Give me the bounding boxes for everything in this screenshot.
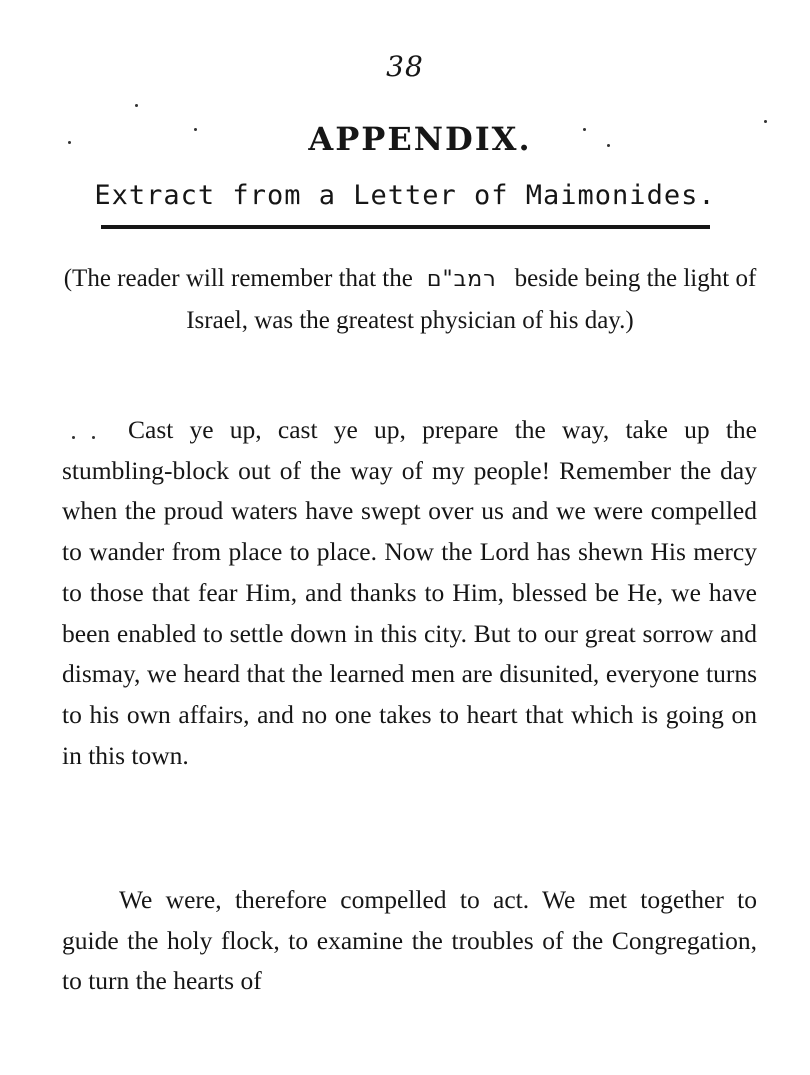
page-number: 38 (386, 50, 424, 83)
intro-text-after: beside being the light of Israel, was the greatest physician of his day.) (186, 265, 757, 334)
print-speck (583, 128, 586, 131)
print-speck (92, 436, 95, 439)
body-paragraph-1: Cast ye up, cast ye up, prepare the way, take up the stumbling-block out of the way of my people! Remember the day when the proud waters have swept over us and we were compelled to wander from place to place. Now the Lord has shewn His mercy to those that fear Him, and thanks to Him, blessed be He, we have been enabled to settle down in this city. But to our great sorrow and dismay, we heard that the learned men are disunited, everyone turns to his own affairs, and no one takes to heart that which is going on in this town. (62, 415, 757, 770)
body-paragraph-2: We were, therefore compelled to act. We met together to guide the holy flock, to examine the troubles of the Congregation, to turn the hearts of (62, 885, 757, 996)
print-speck (764, 120, 767, 123)
print-speck (68, 141, 71, 144)
intro-text-before: (The reader will remember that the (63, 265, 413, 292)
letter-subheading: Extract from a Letter of Maimonides. (94, 180, 716, 211)
print-speck (607, 144, 610, 147)
appendix-heading: APPENDIX. (308, 120, 532, 158)
hebrew-name: רמב"ם (426, 267, 497, 292)
print-speck (194, 128, 197, 131)
print-speck (135, 104, 138, 107)
intro-note (60, 258, 760, 341)
heading-rule (101, 225, 710, 229)
print-speck (72, 436, 75, 439)
